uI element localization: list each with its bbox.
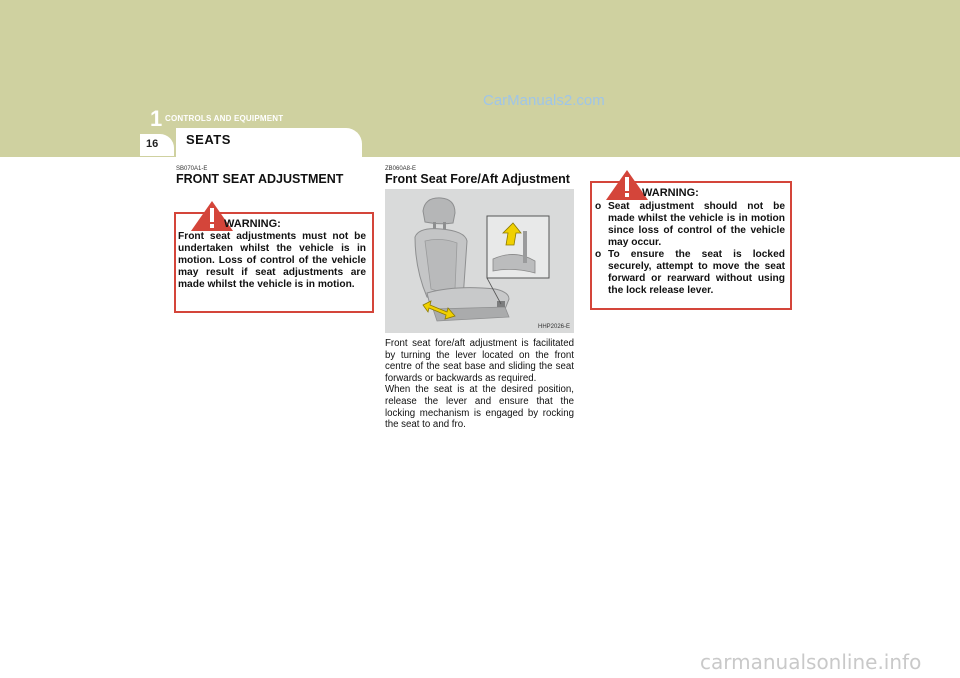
footer-watermark: carmanualsonline.info [700, 650, 922, 674]
chapter-title: CONTROLS AND EQUIPMENT [165, 114, 284, 123]
subsection-code: ZB060A8-E [385, 166, 417, 172]
header-band-divider [0, 157, 960, 170]
body-paragraph: When the seat is at the desired position, release the lever and ensure that the locking mechanism is engaged by rocking the seat to and fro. [385, 384, 574, 431]
page-number: 16 [146, 138, 159, 150]
seat-illustration [385, 189, 574, 333]
subsection-heading: Front Seat Fore/Aft Adjustment [385, 172, 570, 186]
warning-box-right [590, 181, 792, 310]
list-item [595, 201, 785, 249]
chapter-number: 1 [150, 106, 163, 131]
figure-code: HHP2026-E [537, 324, 570, 330]
warning-text: Front seat adjustments must not be undertaken whilst the vehicle is in motion. Loss of control of the vehicle may result if seat adjustments are made whilst the vehicle is in motion. [178, 231, 366, 290]
list-item-text: Seat adjustment should not be made whilst the vehicle is in motion since loss of control of the vehicle may occur. [608, 201, 785, 248]
bullet: o [595, 201, 602, 212]
section-code: SB070A1-E [176, 166, 208, 172]
site-link[interactable]: CarManuals2.com [483, 92, 605, 109]
section-heading: FRONT SEAT ADJUSTMENT [176, 172, 344, 186]
warning-title: WARNING: [224, 218, 281, 230]
bullet: o [595, 249, 602, 260]
body-text [385, 338, 574, 431]
seat-adjustment-figure [385, 189, 574, 333]
warning-list [595, 201, 785, 297]
list-item-text: To ensure the seat is locked securely, attempt to move the seat forward or rearward without using the lock release lever. [608, 249, 785, 296]
section-title: SEATS [186, 132, 231, 147]
warning-title: WARNING: [642, 187, 699, 199]
warning-box [174, 212, 374, 313]
list-item [595, 249, 785, 297]
body-paragraph: Front seat fore/aft adjustment is facilitated by turning the lever located on the front centre of the seat base and sliding the seat forwards or backwards as required. [385, 338, 574, 384]
